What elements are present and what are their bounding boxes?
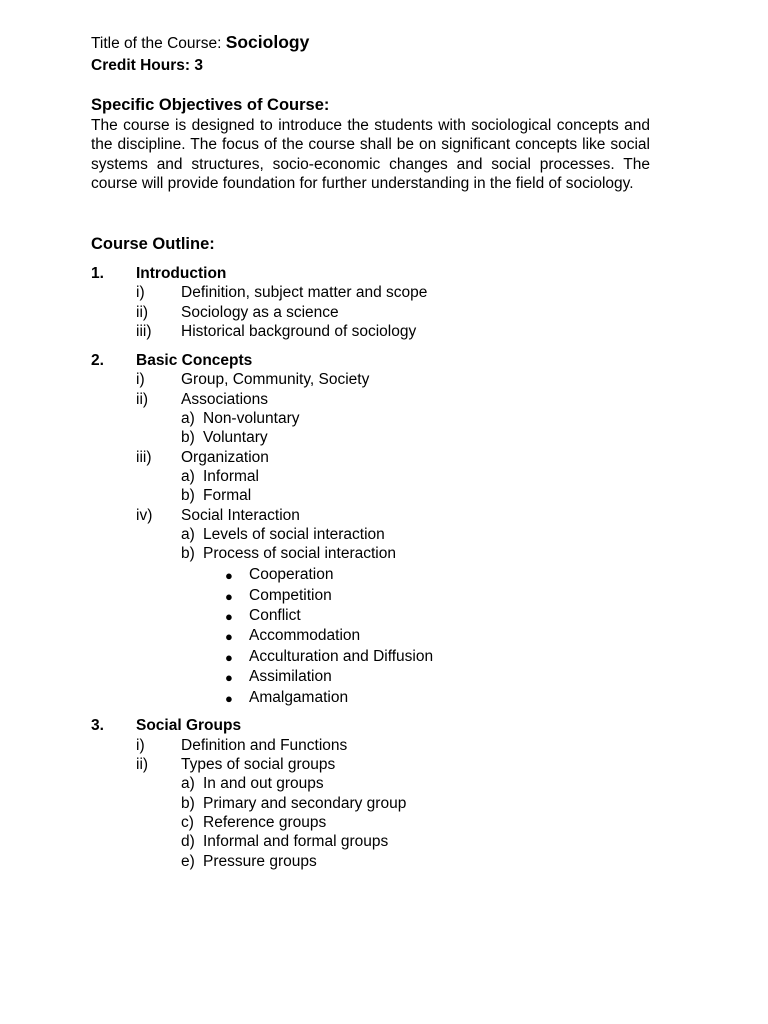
sub-item: Primary and secondary group (203, 795, 407, 812)
sub-item: Reference groups (203, 814, 327, 831)
sub-item-marker: a) (181, 468, 195, 485)
list-item: Definition, subject matter and scope (181, 284, 428, 301)
item-marker: ii) (136, 391, 149, 408)
section-number: 2. (91, 352, 104, 369)
sub-item-marker: b) (181, 429, 195, 446)
bullet-item: Acculturation and Diffusion (249, 648, 434, 665)
sub-item: Process of social interaction (203, 545, 396, 562)
sub-item-marker: a) (181, 410, 195, 427)
list-item: Sociology as a science (181, 304, 339, 321)
sub-item: Informal and formal groups (203, 833, 389, 850)
item-marker: ii) (136, 756, 149, 773)
list-item: Organization (181, 449, 269, 466)
sub-item-marker: d) (181, 833, 195, 850)
list-item: Social Interaction (181, 507, 300, 524)
bullet-icon: ● (225, 589, 233, 604)
list-item: Group, Community, Society (181, 371, 370, 388)
sub-item: Levels of social interaction (203, 526, 385, 543)
bullet-item: Competition (249, 587, 332, 604)
bullet-item: Amalgamation (249, 689, 349, 706)
objectives-paragraph: The course is designed to introduce the students with sociological concepts and the discipline. The focus of the course shall be on significant concepts like social systems and structures, socio-economic changes and social processes. The course will provide foundation for further understanding in the field of sociology. (91, 117, 650, 193)
objectives-heading: Specific Objectives of Course: (91, 96, 330, 114)
bullet-icon: ● (225, 650, 233, 665)
list-item: Types of social groups (181, 756, 336, 773)
bullet-icon: ● (225, 609, 233, 624)
bullet-item: Assimilation (249, 668, 332, 685)
course-title-label: Title of the Course: (91, 35, 222, 52)
sub-item: Formal (203, 487, 252, 504)
section-title: Introduction (136, 265, 227, 282)
section-title: Social Groups (136, 717, 242, 734)
credit-hours: Credit Hours: 3 (91, 57, 203, 74)
item-marker: i) (136, 737, 145, 754)
sub-item: Non-voluntary (203, 410, 300, 427)
item-marker: iii) (136, 449, 152, 466)
section-title: Basic Concepts (136, 352, 253, 369)
sub-item-marker: a) (181, 775, 195, 792)
sub-item-marker: e) (181, 853, 195, 870)
bullet-icon: ● (225, 670, 233, 685)
sub-item: Pressure groups (203, 853, 317, 870)
list-item: Associations (181, 391, 269, 408)
bullet-icon: ● (225, 568, 233, 583)
item-marker: ii) (136, 304, 149, 321)
sub-item-marker: c) (181, 814, 194, 831)
section-number: 1. (91, 265, 104, 282)
bullet-icon: ● (225, 629, 233, 644)
item-marker: iii) (136, 323, 152, 340)
bullet-icon: ● (225, 691, 233, 706)
bullet-item: Cooperation (249, 566, 334, 583)
sub-item-marker: a) (181, 526, 195, 543)
bullet-item: Accommodation (249, 627, 361, 644)
bullet-item: Conflict (249, 607, 301, 624)
list-item: Historical background of sociology (181, 323, 417, 340)
sub-item: In and out groups (203, 775, 324, 792)
item-marker: iv) (136, 507, 153, 524)
sub-item-marker: b) (181, 545, 195, 562)
item-marker: i) (136, 284, 145, 301)
outline-heading: Course Outline: (91, 235, 215, 253)
sub-item: Informal (203, 468, 259, 485)
course-title-line (91, 33, 309, 53)
sub-item-marker: b) (181, 795, 195, 812)
list-item: Definition and Functions (181, 737, 348, 754)
course-title-value: Sociology (225, 32, 310, 52)
item-marker: i) (136, 371, 145, 388)
sub-item: Voluntary (203, 429, 268, 446)
sub-item-marker: b) (181, 487, 195, 504)
section-number: 3. (91, 717, 104, 734)
